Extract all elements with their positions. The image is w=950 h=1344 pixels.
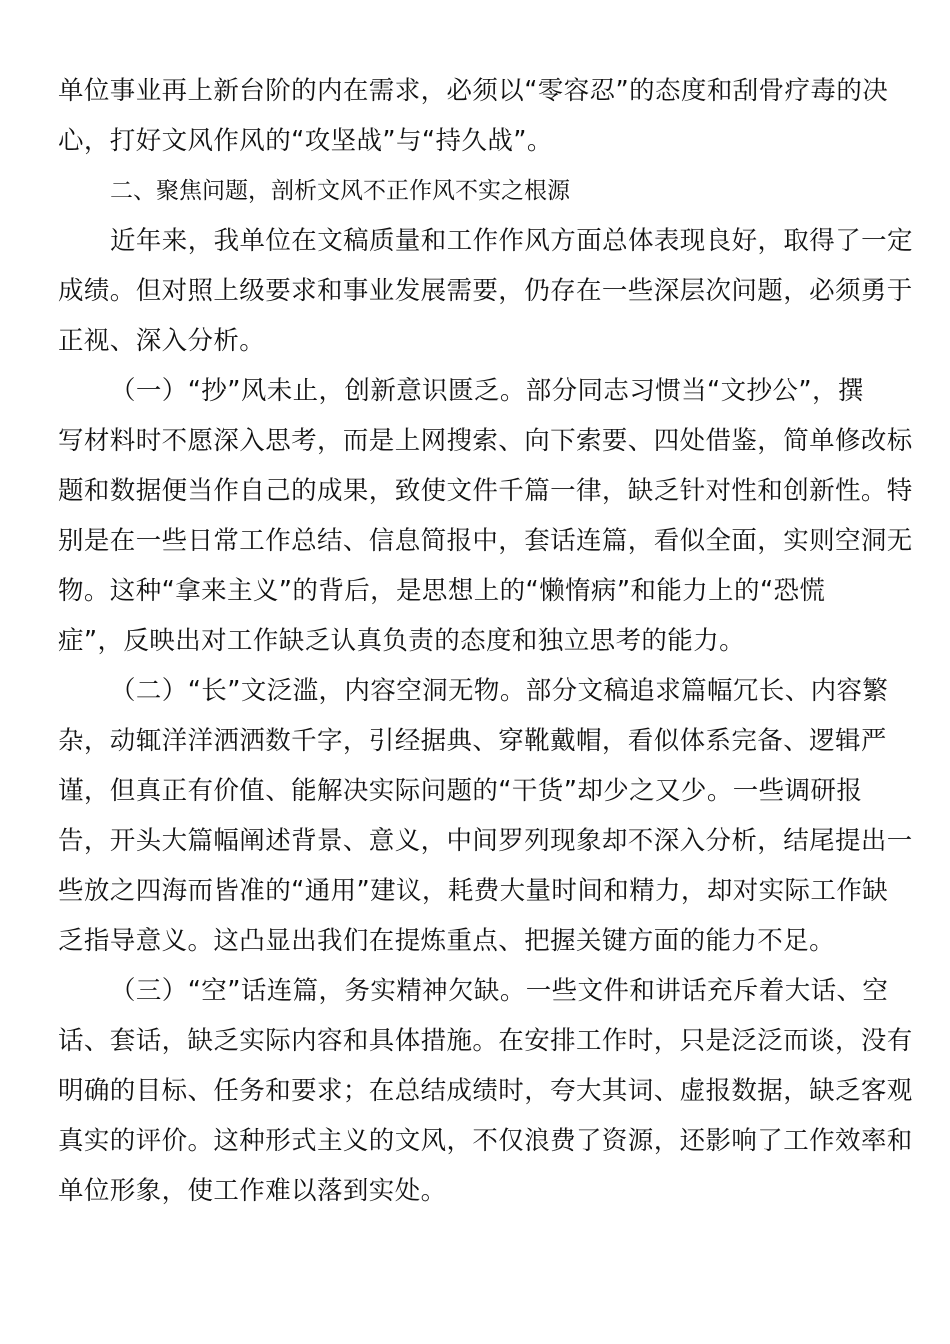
paragraph-intro [58,216,913,366]
text-line: 写材料时不愿深入思考，而是上网搜索、向下索要、四处借鉴，简单修改标 [58,426,913,456]
text-line: 物。这种“拿来主义”的背后，是思想上的“懒惰病”和能力上的“恐慌 [58,576,826,606]
text-line: 告，开头大篇幅阐述背景、意义，中间罗列现象却不深入分析，结尾提出一 [58,826,913,856]
text-line: （一）“抄”风未止，创新意识匮乏。部分同志习惯当“文抄公”，撰 [110,376,864,406]
text-line: （二）“长”文泛滥，内容空洞无物。部分文稿追求篇幅冗长、内容繁 [110,676,889,706]
text-line: 正视、深入分析。 [58,326,266,356]
document-page [58,66,913,1216]
paragraph-point-one [58,366,913,666]
paragraph-continuation [58,66,898,166]
text-line: 真实的评价。这种形式主义的文风，不仅浪费了资源，还影响了工作效率和 [58,1126,913,1156]
text-line: 单位形象，使工作难以落到实处。 [58,1176,447,1206]
text-line: （三）“空”话连篇，务实精神欠缺。一些文件和讲话充斥着大话、空 [110,976,889,1006]
text-line: 心，打好文风作风的“攻坚战”与“持久战”。 [58,126,553,156]
section-heading-text: 二、聚焦问题，剖析文风不正作风不实之根源 [110,178,570,204]
text-line: 些放之四海而皆准的“通用”建议，耗费大量时间和精力，却对实际工作缺 [58,876,889,906]
paragraph-point-three [58,966,913,1216]
text-line: 近年来，我单位在文稿质量和工作作风方面总体表现良好，取得了一定 [110,226,913,256]
paragraph-point-two [58,666,913,966]
section-heading [58,166,898,216]
text-line: 乏指导意义。这凸显出我们在提炼重点、把握关键方面的能力不足。 [58,926,836,956]
text-line: 话、套话，缺乏实际内容和具体措施。在安排工作时，只是泛泛而谈，没有 [58,1026,913,1056]
text-line: 单位事业再上新台阶的内在需求，必须以“零容忍”的态度和刮骨疗毒的决 [58,76,889,106]
text-line: 成绩。但对照上级要求和事业发展需要，仍存在一些深层次问题，必须勇于 [58,276,913,306]
text-line: 杂，动辄洋洋洒洒数千字，引经据典、穿靴戴帽，看似体系完备、逻辑严 [58,726,887,756]
text-line: 别是在一些日常工作总结、信息简报中，套话连篇，看似全面，实则空洞无 [58,526,913,556]
text-line: 谨，但真正有价值、能解决实际问题的“干货”却少之又少。一些调研报 [58,776,863,806]
text-line: 明确的目标、任务和要求；在总结成绩时，夸大其词、虚报数据，缺乏客观 [58,1076,913,1106]
text-line: 题和数据便当作自己的成果，致使文件千篇一律，缺乏针对性和创新性。特 [58,476,913,506]
text-line: 症”，反映出对工作缺乏认真负责的态度和独立思考的能力。 [58,626,746,656]
